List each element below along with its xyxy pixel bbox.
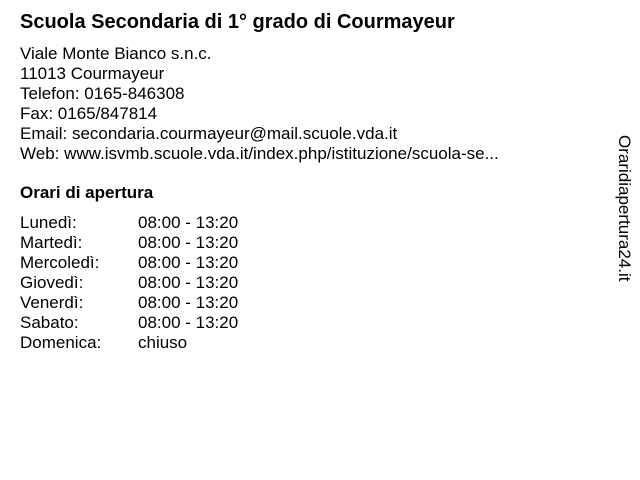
hours-value: 08:00 - 13:20	[138, 273, 239, 292]
day-label: Lunedì:	[20, 213, 77, 232]
address-block	[20, 44, 499, 164]
day-label: Sabato:	[20, 313, 79, 332]
day-label: Venerdì:	[20, 293, 84, 312]
watermark-text: Oraridiapertura24.it	[615, 135, 634, 282]
hours-value: 08:00 - 13:20	[138, 233, 239, 252]
hours-value: 08:00 - 13:20	[138, 293, 239, 312]
day-label: Mercoledì:	[20, 253, 100, 272]
fax-number: Fax: 0165/847814	[20, 104, 158, 123]
hours-value: 08:00 - 13:20	[138, 253, 239, 272]
day-label: Giovedì:	[20, 273, 84, 292]
email-link[interactable]: Email: secondaria.courmayeur@mail.scuole.vda.it	[20, 124, 398, 143]
phone-number: Telefon: 0165-846308	[20, 84, 185, 103]
opening-hours-heading: Orari di apertura	[20, 183, 154, 202]
website-link[interactable]: Web: www.isvmb.scuole.vda.it/index.php/istituzione/scuola-se...	[20, 144, 499, 163]
day-label: Martedì:	[20, 233, 83, 252]
site-watermark	[612, 135, 636, 311]
street-address: Viale Monte Bianco s.n.c.	[20, 44, 212, 63]
postal-city: 11013 Courmayeur	[20, 64, 165, 83]
hours-value: 08:00 - 13:20	[138, 313, 239, 332]
page-title: Scuola Secondaria di 1° grado di Courmayeur	[20, 11, 455, 33]
hours-value: 08:00 - 13:20	[138, 213, 239, 232]
day-label: Domenica:	[20, 333, 102, 352]
hours-value: chiuso	[138, 333, 188, 352]
